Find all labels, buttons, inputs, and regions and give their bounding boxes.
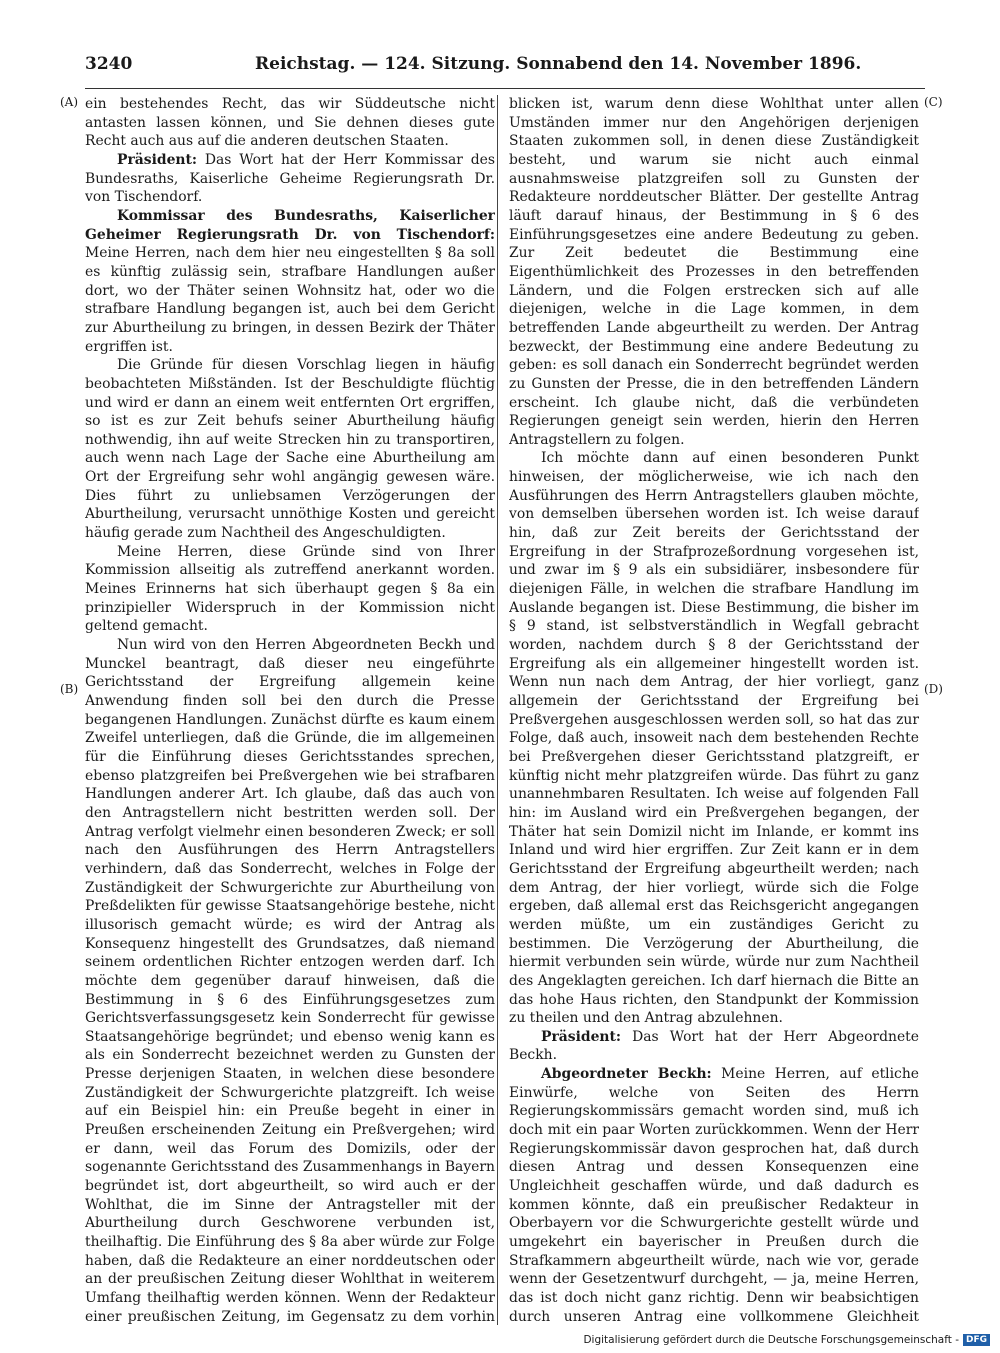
paragraph-text: Meine Herren, diese Gründe sind von Ihrer Kommission allseitig als zutreffend anerkannt worden. Meines Erinnerns hat sich überhaupt gegen § 8a ein prinzipieller Widerspruch in der Kommission nicht geltend gemacht. — [85, 543, 495, 635]
dfg-logo: DFG — [963, 1334, 990, 1346]
speaker-name: Präsident: — [541, 1028, 622, 1045]
paragraph — [85, 543, 495, 636]
paragraph — [85, 95, 495, 151]
paragraph-text: Das Wort hat der Herr Kommissar des Bundesraths, Kaiserliche Geheime Regierungsrath Dr. von Tischendorf. — [85, 151, 495, 206]
paragraph-text: Ich möchte dann auf einen besonderen Punkt hinweisen, der möglicherweise, wie ich nach den Ausführungen des Herrn Antragstellers glauben möchte, von demselben übersehen worden ist. Ich weise darauf hin, daß zur Zeit bereits der Gerichtsstand der Ergreifung in der Strafprozeßordnung vorgesehen ist, und zwar im § 9 als ein subsidiärer, insbesondere für diejenigen Fälle, in welchen die strafbare Handlung im Auslande begangen ist. Diese Bestimmung, die bisher im § 9 stand, ist selbstverständlich in Wegfall gebracht worden, nachdem durch § 8 der Gerichtsstand der Ergreifung als ein allgemeiner hingestellt worden ist. Wenn nun nach dem Antrag, der hier vorliegt, ganz allgemein der Gerichtsstand der Ergreifung bei Preßvergehen ausgeschlossen werden soll, so hat das zur Folge, daß auch, insoweit nach dem bestehenden Rechte bei Preßvergehen dieser Gerichtsstand platzgreift, er künftig nicht mehr platzgreifen würde. Das führt zu ganz unannehmbaren Resultaten. Ich weise auf folgenden Fall hin: im Ausland wird ein Preßvergehen begangen, der Thäter hat sein Domizil nicht im Inlande, er kommt ins Inland und wird hier ergriffen. Zur Zeit kann er in dem Gerichtsstand der Ergreifung abgeurtheilt werden; nach dem Antrag, der hier vorliegt, würde sich die Folge ergeben, daß allemal erst das Reichsgericht angegangen werden müßte, um ein zuständiges Gericht zu bestimmen. Die Verzögerung der Aburtheilung, die hiermit verbunden sein würde, würde nur zum Nachtheil des Angeklagten gereichen. Ich darf hiernach die Bitte an das hohe Haus richten, den Standpunkt der Kommission zu theilen und den Antrag abzulehnen. — [509, 450, 919, 1027]
left-column — [85, 95, 495, 1327]
header-rule — [85, 88, 925, 89]
page-header — [85, 54, 925, 80]
paragraph-text: blicken ist, warum denn diese Wohlthat unter allen Umständen immer nur den Angehörigen derjenigen Staaten zukommen soll, in denen diese Zuständigkeit besteht, und warum sie nicht auch einmal ausnahmsweise platzgreifen soll zu Gunsten der Redakteure norddeutscher Blätter. Der gestellte Antrag läuft darauf hinaus, der Bestimmung in § 6 des Einführungsgesetzes eine andere Bedeutung zu geben. Zur Zeit bedeutet die Bestimmung eine Eigenthümlichkeit des Prozesses in den betreffenden Ländern, und die Folgen erstrecken sich auf alle diejenigen, welche in die Lage kommen, in dem betreffenden Lande abgeurtheilt zu werden. Der Antrag bezweckt, der Bestimmung eine andere Bedeutung zu geben: es soll danach ein Sonderrecht begründet werden zu Gunsten der Presse, die in den betreffenden Ländern erscheint. Ich glaube nicht, daß die verbündeten Regierungen geneigt sein werden, hierin den Herren Antragstellern zu folgen. — [509, 96, 919, 448]
paragraph — [509, 449, 919, 1027]
paragraph — [85, 356, 495, 543]
margin-marker-a: (A) — [60, 95, 79, 109]
paragraph-text: ein bestehendes Recht, das wir Süddeutsche nicht antasten lassen können, und Sie dehnen dieses gute Recht auch aus auf die anderen deutschen Staaten. — [85, 96, 495, 150]
paragraph-text: Das Wort hat der Herr Abgeordnete Beckh. — [509, 1028, 919, 1064]
paragraph-text: Meine Herren, auf etliche Einwürfe, welche von Seiten des Herrn Regierungskommissärs gemacht worden sind, muß ich doch mit ein paar Worten zurückkommen. Wenn der Herr Regierungskommissär davon gesprochen hat, daß durch diesen Antrag und dessen Konsequenzen eine Ungleichheit geschaffen würde, und daß dadurch es kommen könnte, daß ein preußischer Redakteur in Oberbayern vor die Schwurgerichte gestellt würde und umgekehrt ein bayerischer in Preußen durch die Strafkammern abgeurtheilt würde, nach wie vor, gerade wenn der Gesetzentwurf durchgeht, — ja, meine Herren, das ist doch nicht ganz richtig. Denn wir beabsichtigen durch unseren Antrag eine vollkommene Gleichheit — [509, 1066, 919, 1325]
paragraph-text: Meine Herren, nach dem hier neu eingestellten § 8a soll es künftig zulässig sein, strafbare Handlungen außer dort, wo der Thäter seinen Wohnsitz hat, oder wo die strafbare Handlung begangen ist, auch bei dem Gericht zur Aburtheilung zu bringen, in dessen Bezirk der Thäter ergriffen ist. — [85, 245, 495, 355]
footer — [580, 1334, 990, 1350]
paragraph — [509, 1028, 919, 1065]
speaker-name: Kommissar des Bundesraths, Kaiserlicher Geheimer Regierungsrath Dr. von Tischendorf: — [85, 207, 495, 243]
margin-marker-d: (D) — [924, 682, 943, 696]
right-column — [509, 95, 919, 1327]
speaker-name: Abgeordneter Beckh: — [541, 1066, 712, 1083]
column-divider — [497, 95, 498, 1325]
paragraph — [85, 207, 495, 356]
paragraph-text: Die Gründe für diesen Vorschlag liegen in häufig beobachteten Mißständen. Ist der Beschuldigte flüchtig und wird er dann an einem weit entfernten Ort ergriffen, so ist es zur Zeit behufs seiner Aburtheilung häufig nothwendig, ihn auf weite Strecken hin zu transportiren, auch wenn nach Lage der Sache eine Aburtheilung am Ort der Ergreifung sehr wohl angängig gewesen wäre. Dies führt zu unliebsamen Verzögerungen der Aburtheilung, verursacht unnöthige Kosten und gereicht häufig gerade zum Nachtheil des Angeschuldigten. — [85, 357, 495, 542]
running-head: Reichstag. — 124. Sitzung. Sonnabend den 14. November 1896. — [255, 54, 862, 74]
paragraph — [85, 151, 495, 207]
margin-marker-c: (C) — [924, 95, 943, 109]
paragraph — [509, 1065, 919, 1327]
speaker-name: Präsident: — [117, 151, 198, 168]
paragraph-text: Nun wird von den Herren Abgeordneten Beckh und Munckel beantragt, daß dieser neu eingeführte Gerichtsstand der Ergreifung allgemein keine Anwendung finden soll bei den durch die Presse begangenen Handlungen. Zunächst dürfte es kaum einem Zweifel unterliegen, daß die Gründe, die im allgemeinen für die Einführung dieses Gerichtsstandes sprechen, ebenso platzgreifen bei Preßvergehen wie bei strafbaren Handlungen anderer Art. Ich glaube, daß das auch von den Antragstellern nicht bestritten werden soll. Der Antrag verfolgt vielmehr einen besonderen Zweck; er soll nach den Ausführungen des Herrn Antragstellers verhindern, daß das Sonderrecht, welches in Folge der Zuständigkeit der Schwurgerichte zur Aburtheilung von Preßdelikten für gewisse Staatsangehörige bestehe, nicht illusorisch gemacht würde; es wird der Antrag als Konsequenz hingestellt des Grundsatzes, daß niemand seinem ordentlichen Richter entzogen werden darf. Ich möchte dem gegenüber darauf hinweisen, daß die Bestimmung in § 6 des Einführungsgesetzes zum Gerichtsverfassungsgesetz kein Sonderrecht für gewisse Staatsangehörige begründet; und ebenso wenig kann es als ein Sonderrecht bezeichnet werden zu Gunsten der Presse derjenigen Staaten, in welchen diese besondere Zuständigkeit der Schwurgerichte platzgreift. Ich weise auf ein Beispiel hin: ein Preuße begeht in einer in Preußen erscheinenden Zeitung ein Preßvergehen; wird er dann, weil das Forum des Domizils, oder der sogenannte Gerichtsstand des Zusammenhangs in Bayern begründet ist, dort abgeurtheilt, so wird auch er der Wohlthat, die im Sinne der Antragsteller mit der Aburtheilung durch Geschworene verbunden ist, theilhaftig. Die Einführung des § 8a aber würde zur Folge haben, daß die Redakteure an einer norddeutschen oder an der preußischen Zeitung dieser Wohlthat in weiterem Umfang theilhaftig werden können. Wenn der Redakteur einer preußischen Zeitung, im Gegensatz zu dem vorhin — [85, 637, 495, 1325]
margin-marker-b: (B) — [60, 682, 79, 696]
footer-text: Digitalisierung gefördert durch die Deutsche Forschungsgemeinschaft - — [583, 1334, 959, 1346]
paragraph — [85, 636, 495, 1327]
page-number: 3240 — [85, 54, 133, 74]
paragraph — [509, 95, 919, 449]
